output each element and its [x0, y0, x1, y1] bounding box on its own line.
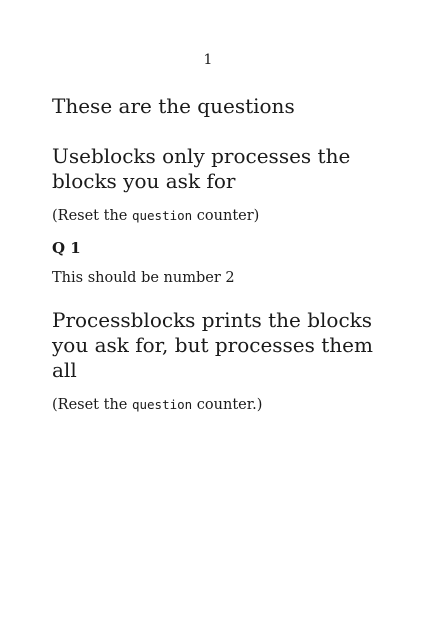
reset-counter-note-2	[52, 395, 382, 415]
question-text: This should be number 2	[52, 270, 235, 286]
questions-heading: These are the questions	[52, 94, 295, 118]
question-counter-code: question	[131, 208, 193, 223]
reset-note-suffix-2: counter.)	[192, 397, 263, 413]
useblocks-heading: Useblocks only processes the blocks you ask for	[52, 144, 351, 193]
question-label: Q 1	[52, 239, 81, 257]
reset-note-suffix: counter)	[192, 208, 260, 224]
question-counter-code-2: question	[131, 397, 193, 412]
reset-note-prefix: (Reset the	[52, 208, 132, 224]
page-content	[52, 94, 382, 415]
processblocks-heading: Processblocks prints the blocks you ask for, but processes them all	[52, 308, 373, 382]
reset-note-prefix-2: (Reset the	[52, 397, 132, 413]
page-number: 1	[203, 52, 213, 68]
reset-counter-note	[52, 206, 382, 226]
